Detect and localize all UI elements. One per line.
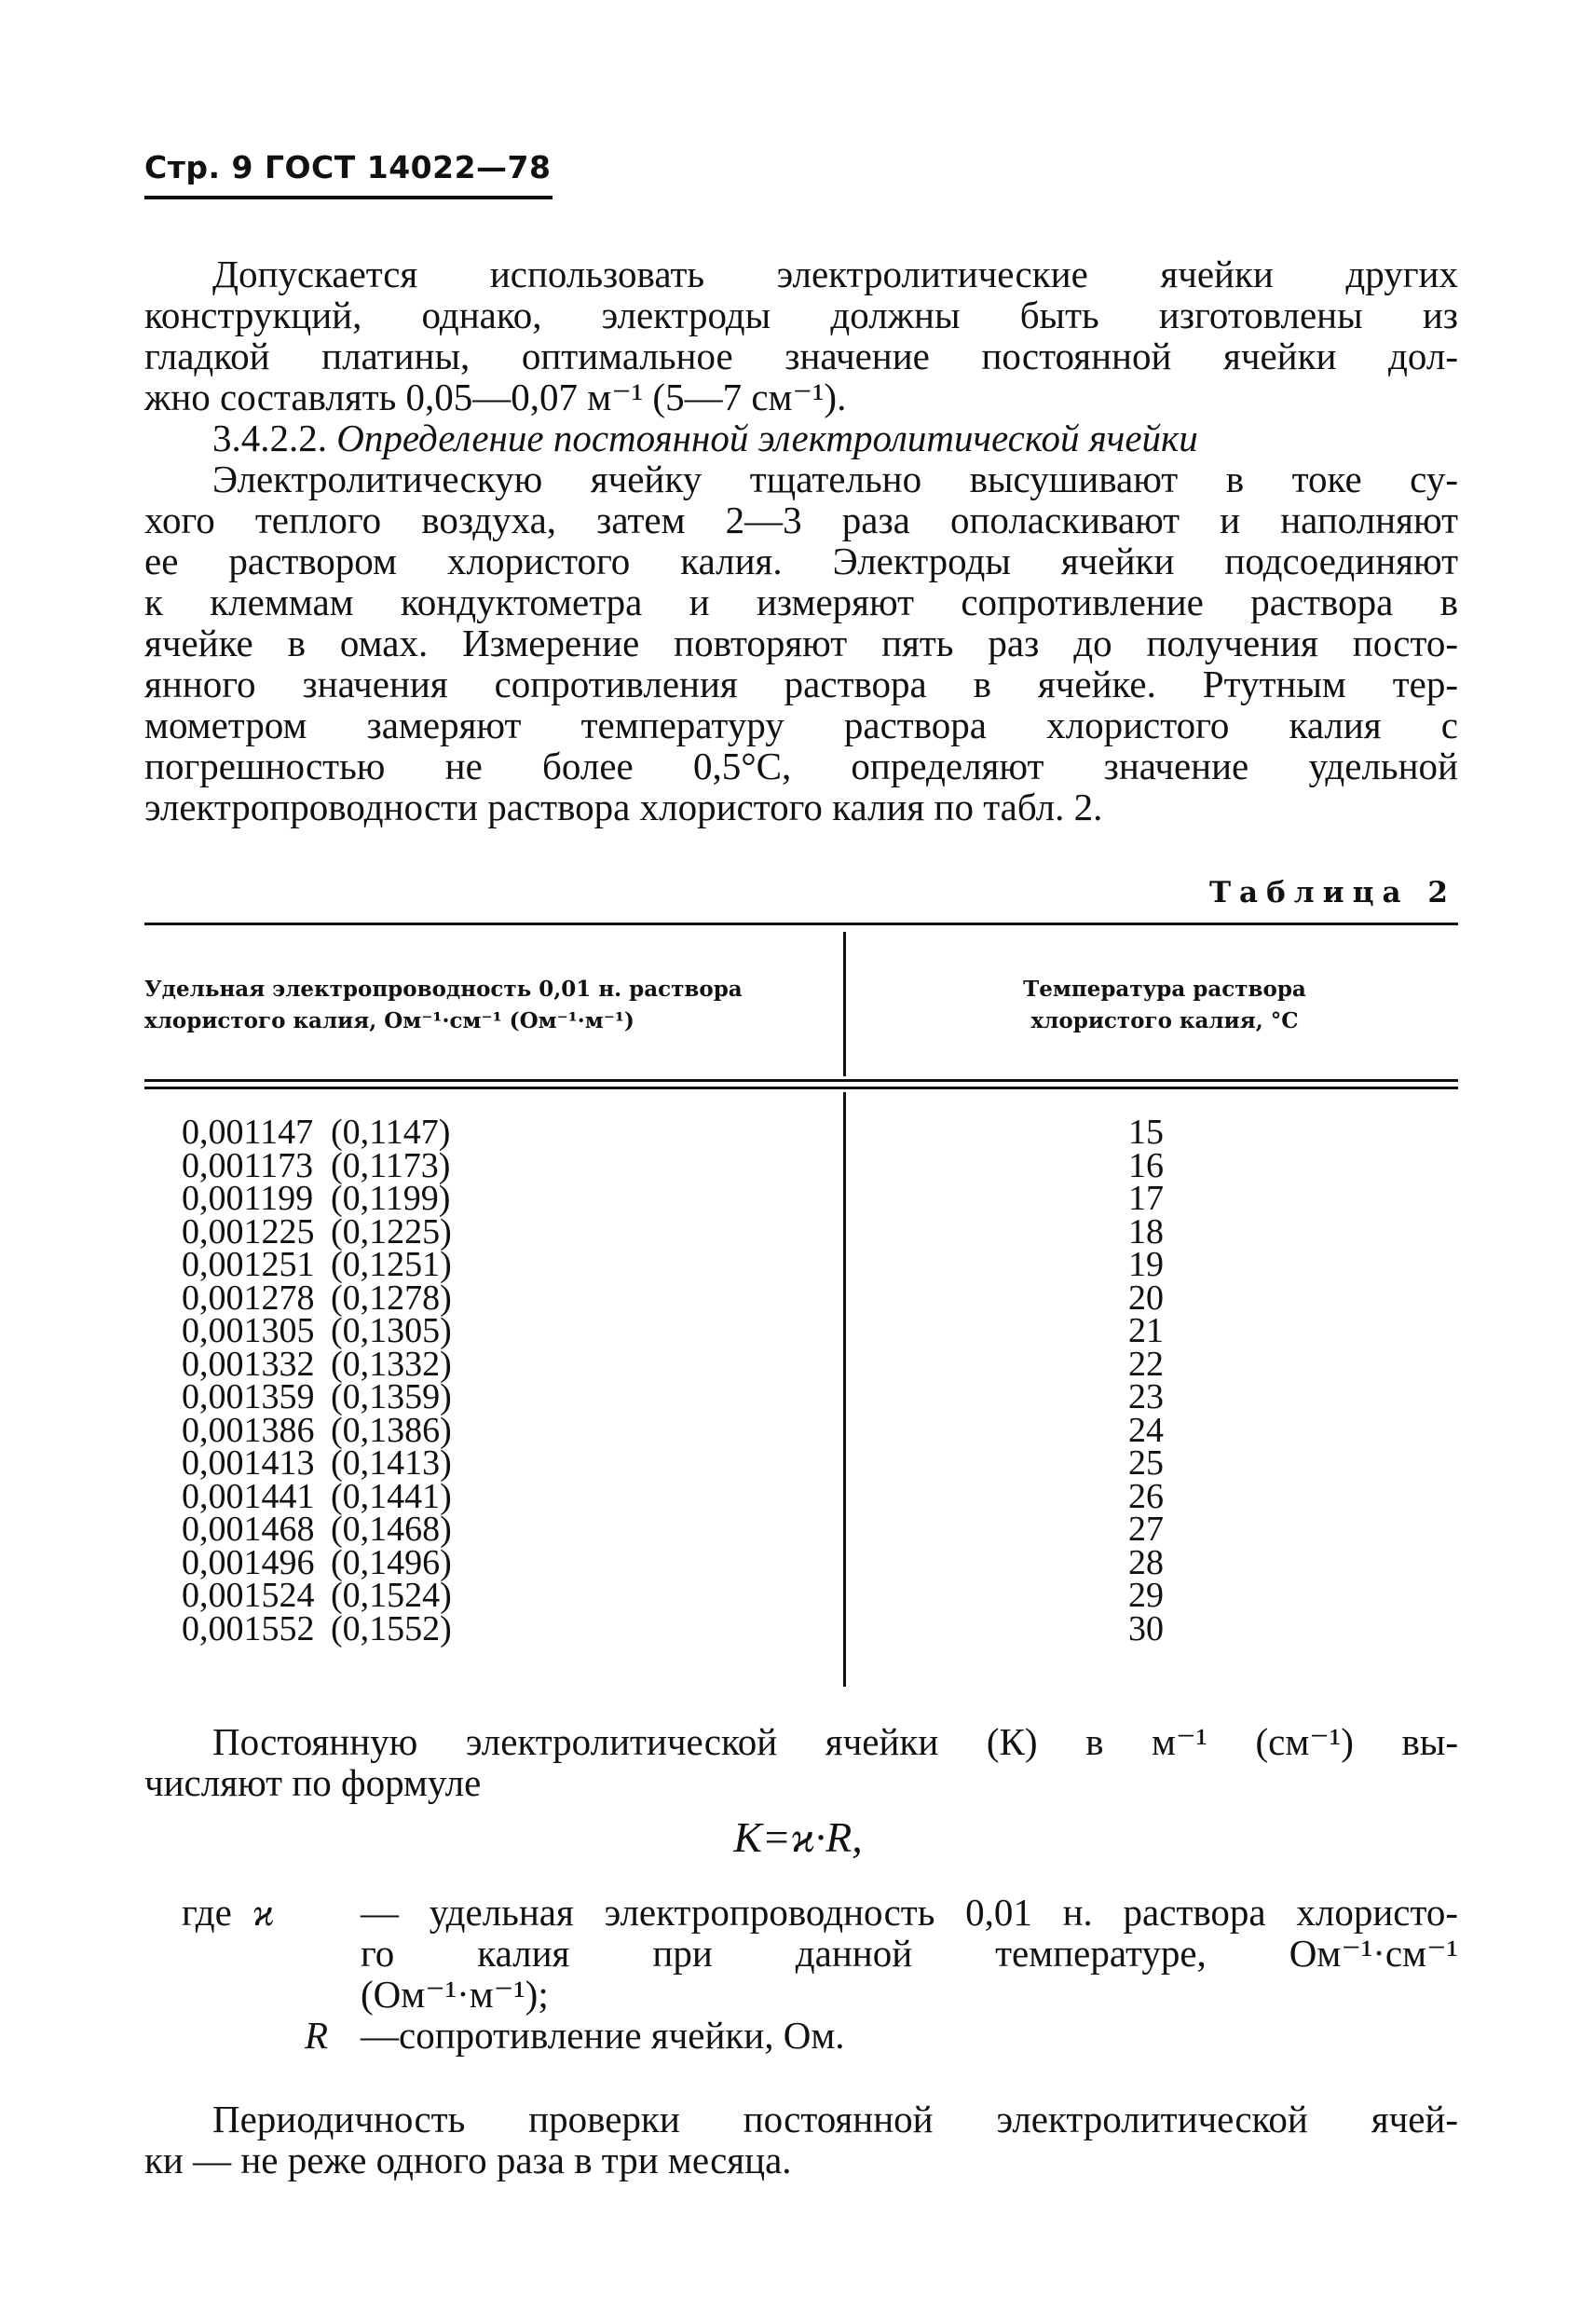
- temperature-value: 29: [1128, 1576, 1164, 1615]
- conductivity-cm-value: 0,001496: [182, 1542, 315, 1582]
- conductivity-cm-value: 0,001441: [182, 1476, 315, 1516]
- conductivity-m-value: (0,1524): [331, 1576, 452, 1615]
- table-row: [182, 1510, 554, 1549]
- paragraph-line: к клеммам кондуктометра и измеряют сопротивление раствора в: [144, 581, 1458, 623]
- table-row: [182, 1377, 554, 1416]
- formula: К=ϰ·R,: [733, 1813, 863, 1861]
- conductivity-cm-value: 0,001552: [182, 1608, 315, 1648]
- table-row: [182, 1344, 554, 1384]
- conductivity-m-value: (0,1468): [331, 1510, 452, 1549]
- table-row: [182, 1542, 554, 1582]
- conductivity-m-value: (0,1147): [331, 1113, 451, 1152]
- temperature-value: 25: [1128, 1443, 1164, 1483]
- formula-explanation: [144, 1892, 1458, 2056]
- paragraph-line: мометром замеряют температуру раствора хлористого калия с: [144, 704, 1458, 746]
- conductivity-m-value: (0,1332): [331, 1344, 452, 1384]
- conductivity-cm-value: 0,001199: [182, 1179, 314, 1218]
- conductivity-m-value: (0,1413): [331, 1443, 452, 1483]
- conductivity-cm-value: 0,001173: [182, 1145, 314, 1185]
- paragraph-line: числяют по формуле: [144, 1761, 482, 1804]
- table-header-divider: [843, 932, 846, 1076]
- temperature-value: 21: [1128, 1311, 1164, 1350]
- conductivity-m-value: (0,1441): [331, 1476, 452, 1516]
- kappa-definition-line: (Ом⁻¹·м⁻¹);: [361, 1973, 549, 2016]
- conductivity-m-value: (0,1225): [331, 1211, 452, 1251]
- conductivity-cm-value: 0,001278: [182, 1278, 315, 1318]
- conductivity-cm-value: 0,001524: [182, 1576, 315, 1615]
- paragraph-line: янного значения сопротивления раствора в ячейке. Ртутным тер-: [144, 663, 1458, 705]
- paragraph-line: конструкций, однако, электроды должны быть изготовлены из: [144, 294, 1458, 336]
- paragraph-line: Периодичность проверки постоянной электролитической ячей-: [212, 2098, 1458, 2140]
- paragraph-line: гладкой платины, оптимальное значение постоянной ячейки дол-: [144, 335, 1458, 377]
- table-body-divider: [843, 1092, 846, 1687]
- table-row: [182, 1113, 554, 1152]
- conductivity-cm-value: 0,001251: [182, 1245, 315, 1284]
- conductivity-m-value: (0,1199): [331, 1179, 451, 1218]
- paragraph-line: ее раствором хлористого калия. Электроды ячейки подсоединяют: [144, 540, 1458, 582]
- table-row: [182, 1476, 554, 1516]
- conductivity-m-value: (0,1552): [331, 1608, 452, 1648]
- paragraph-line: ячейке в омах. Измерение повторяют пять раз до получения посто-: [144, 622, 1458, 664]
- conductivity-m-value: (0,1386): [331, 1410, 452, 1450]
- temperature-value: 18: [1128, 1211, 1164, 1251]
- paragraph-line: Постоянную электролитической ячейки (К) в м⁻¹ (см⁻¹) вы-: [212, 1720, 1458, 1763]
- temperature-value: 15: [1128, 1113, 1164, 1152]
- temperature-value: 26: [1128, 1476, 1164, 1516]
- conductivity-m-value: (0,1173): [331, 1145, 451, 1185]
- conductivity-m-value: (0,1496): [331, 1542, 452, 1582]
- kappa-definition-line: го калия при данной температуре, Ом⁻¹·см⁻¹: [361, 1932, 1458, 1975]
- conductivity-m-value: (0,1278): [331, 1278, 452, 1318]
- where-word: где: [182, 1891, 232, 1934]
- section-heading: [212, 417, 1458, 458]
- paragraph-line: Электролитическую ячейку тщательно высушивают в токе су-: [212, 458, 1458, 500]
- conductivity-m-value: (0,1359): [331, 1377, 452, 1416]
- table-row: [182, 1245, 554, 1284]
- header-rule: [144, 196, 552, 199]
- table-label: Таблица 2: [1208, 876, 1456, 909]
- conductivity-m-value: (0,1305): [331, 1311, 452, 1350]
- table-row: [182, 1145, 554, 1185]
- paragraph-line: электропроводности раствора хлористого калия по табл. 2.: [144, 786, 1103, 828]
- conductivity-cm-value: 0,001359: [182, 1377, 315, 1416]
- table-header-left: Удельная электропроводность 0,01 н. раствора хлористого калия, Ом⁻¹·см⁻¹ (Ом⁻¹·м⁻¹): [144, 977, 743, 1033]
- paragraph-line: Допускается использовать электролитические ячейки других: [212, 253, 1458, 295]
- temperature-value: 24: [1128, 1410, 1164, 1450]
- r-definition: —сопротивление ячейки, Ом.: [361, 2014, 845, 2057]
- table-row: [182, 1211, 554, 1251]
- table-row: [182, 1311, 554, 1350]
- temperature-value: 16: [1128, 1145, 1164, 1185]
- paragraph-line: погрешностью не более 0,5°С, определяют значение удельной: [144, 745, 1458, 787]
- conductivity-m-value: (0,1251): [331, 1245, 452, 1284]
- page-header: Стр. 9 ГОСТ 14022—78: [144, 149, 552, 185]
- kappa-definition-line: — удельная электропроводность 0,01 н. раствора хлористо-: [361, 1891, 1458, 1934]
- table-row: [182, 1608, 554, 1648]
- temperature-value: 17: [1128, 1179, 1164, 1218]
- table-top-rule: [144, 923, 1458, 925]
- table-header-rule-double: [144, 1087, 1458, 1089]
- r-symbol: R: [305, 2014, 329, 2057]
- table-row: [182, 1278, 554, 1318]
- paragraph-line: хого теплого воздуха, затем 2—3 раза ополаскивают и наполняют: [144, 499, 1458, 541]
- paragraph-line: ки — не реже одного раза в три месяца.: [144, 2139, 792, 2181]
- temperature-value: 28: [1128, 1542, 1164, 1582]
- conductivity-cm-value: 0,001386: [182, 1410, 315, 1450]
- table-column-temperature: [1099, 1113, 1193, 1648]
- paragraph-line: жно составлять 0,05—0,07 м⁻¹ (5—7 см⁻¹).: [144, 376, 847, 418]
- temperature-value: 27: [1128, 1510, 1164, 1549]
- table-header-rule: [144, 1079, 1458, 1082]
- conductivity-cm-value: 0,001332: [182, 1344, 315, 1384]
- conductivity-cm-value: 0,001468: [182, 1510, 315, 1549]
- temperature-value: 22: [1128, 1344, 1164, 1384]
- table-header-right: Температура раствора хлористого калия, °С: [1023, 977, 1306, 1033]
- conductivity-cm-value: 0,001413: [182, 1443, 315, 1483]
- conductivity-cm-value: 0,001305: [182, 1311, 315, 1350]
- section-title: Определение постоянной электролитической ячейки: [336, 417, 1198, 459]
- section-number: 3.4.2.2.: [212, 417, 327, 459]
- kappa-symbol: ϰ: [252, 1891, 275, 1934]
- table-row: [182, 1410, 554, 1450]
- conductivity-cm-value: 0,001147: [182, 1113, 314, 1152]
- table-row: [182, 1443, 554, 1483]
- temperature-value: 23: [1128, 1377, 1164, 1416]
- temperature-value: 30: [1128, 1608, 1164, 1648]
- table-row: [182, 1179, 554, 1218]
- temperature-value: 19: [1128, 1245, 1164, 1284]
- conductivity-cm-value: 0,001225: [182, 1211, 315, 1251]
- table-row: [182, 1576, 554, 1615]
- temperature-value: 20: [1128, 1278, 1164, 1318]
- table-column-conductivity: [182, 1113, 554, 1648]
